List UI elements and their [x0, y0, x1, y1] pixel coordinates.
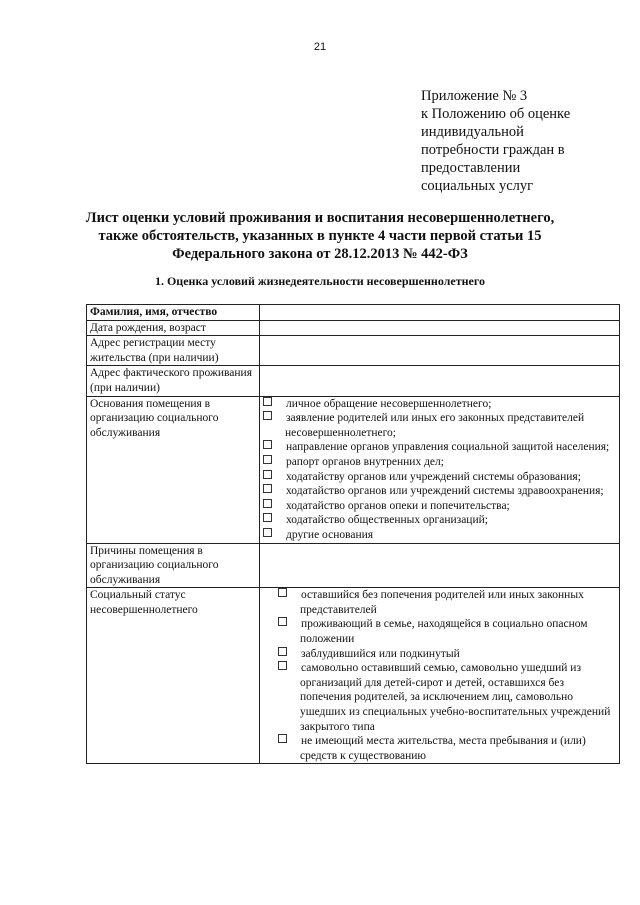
status-option	[278, 661, 616, 734]
checkbox[interactable]	[263, 499, 272, 508]
title-line: Федерального закона от 28.12.2013 № 442-ФЗ	[172, 246, 468, 262]
appendix-line: Приложение № 3	[421, 88, 528, 104]
status-label: Социальный статус несовершеннолетнего	[87, 588, 260, 764]
option-label: ходатайство органов опеки и попечительства;	[286, 499, 510, 512]
fio-value-field[interactable]	[260, 305, 620, 321]
checkbox[interactable]	[278, 588, 287, 597]
reasons-field[interactable]	[260, 543, 620, 588]
checkbox[interactable]	[263, 397, 272, 406]
birth-label: Дата рождения, возраст	[87, 320, 260, 336]
appendix-line: социальных услуг	[421, 178, 534, 194]
checkbox[interactable]	[263, 455, 272, 464]
option-label: ходатайство общественных организаций;	[286, 514, 488, 527]
birth-value-field[interactable]	[260, 320, 620, 336]
table-row	[87, 336, 620, 366]
fio-label: Фамилия, имя, отчество	[87, 305, 260, 321]
basis-options	[260, 396, 620, 543]
basis-option	[263, 513, 616, 528]
table-row	[87, 366, 620, 396]
reg-address-label: Адрес регистрации месту жительства (при наличии)	[87, 336, 260, 366]
option-label: проживающий в семье, находящейся в социально опасном положении	[300, 618, 588, 646]
option-label: ходатайство органов или учреждений системы здравоохранения;	[286, 485, 604, 498]
basis-option	[263, 528, 616, 543]
option-label: другие основания	[286, 528, 374, 541]
table-row	[87, 320, 620, 336]
status-option	[278, 617, 616, 646]
actual-address-label: Адрес фактического проживания (при наличии)	[87, 366, 260, 396]
status-option	[278, 734, 616, 763]
basis-option	[263, 440, 616, 455]
basis-option	[263, 470, 616, 485]
checkbox[interactable]	[263, 528, 272, 537]
option-label: направление органов управления социальной защитой населения;	[286, 441, 610, 454]
table-row	[87, 305, 620, 321]
status-option	[278, 647, 616, 662]
reg-address-field[interactable]	[260, 336, 620, 366]
checkbox[interactable]	[263, 411, 272, 420]
option-label: оставшийся без попечения родителей или иных законных представителей	[300, 589, 584, 616]
status-options	[260, 588, 620, 764]
basis-option	[263, 411, 616, 440]
option-label: ходатайству органов или учреждений системы образования;	[286, 470, 581, 483]
option-label: самовольно оставивший семью, самовольно ушедший из организаций для детей-сирот и детей, оставшихся без попечения родителей, за исключением лиц, самовольно ушедших из специальных учебно-воспитательных учреждений закрытого типа	[300, 662, 611, 733]
option-label: не имеющий места жительства, места пребывания и (или) средств к существованию	[300, 735, 586, 762]
section-heading: 1. Оценка условий жизнедеятельности несовершеннолетнего	[154, 274, 486, 288]
table-row	[87, 588, 620, 764]
appendix-line: предоставлении	[421, 160, 521, 176]
title-line: также обстоятельств, указанных в пункте 4 части первой статьи 15	[98, 228, 542, 244]
reasons-label: Причины помещения в организацию социального обслуживания	[87, 543, 260, 588]
assessment-table	[86, 304, 620, 764]
option-label: заявление родителей или иных его законных представителей несовершеннолетнего;	[285, 412, 585, 439]
checkbox[interactable]	[263, 440, 272, 449]
option-label: личное обращение несовершеннолетнего;	[286, 397, 492, 410]
table-row	[87, 543, 620, 588]
checkbox[interactable]	[263, 470, 272, 479]
appendix-line: потребности граждан в	[421, 142, 565, 158]
checkbox[interactable]	[278, 617, 287, 626]
basis-option	[263, 397, 616, 412]
basis-label: Основания помещения в организацию социального обслуживания	[87, 396, 260, 543]
title-line: Лист оценки условий проживания и воспитания несовершеннолетнего,	[85, 210, 555, 226]
checkbox[interactable]	[263, 513, 272, 522]
appendix-header	[421, 87, 621, 195]
option-label: заблудившийся или подкинутый	[301, 647, 460, 660]
status-option	[278, 588, 616, 617]
option-label: рапорт органов внутренних дел;	[286, 455, 444, 468]
page-number: 21	[313, 41, 327, 53]
checkbox[interactable]	[278, 647, 287, 656]
appendix-line: индивидуальной	[421, 124, 524, 140]
document-title	[40, 209, 600, 263]
checkbox[interactable]	[263, 484, 272, 493]
basis-option	[263, 499, 616, 514]
checkbox[interactable]	[278, 661, 287, 670]
basis-option	[263, 484, 616, 499]
checkbox[interactable]	[278, 734, 287, 743]
table-row	[87, 396, 620, 543]
actual-address-field[interactable]	[260, 366, 620, 396]
basis-option	[263, 455, 616, 470]
appendix-line: к Положению об оценке	[421, 106, 571, 122]
